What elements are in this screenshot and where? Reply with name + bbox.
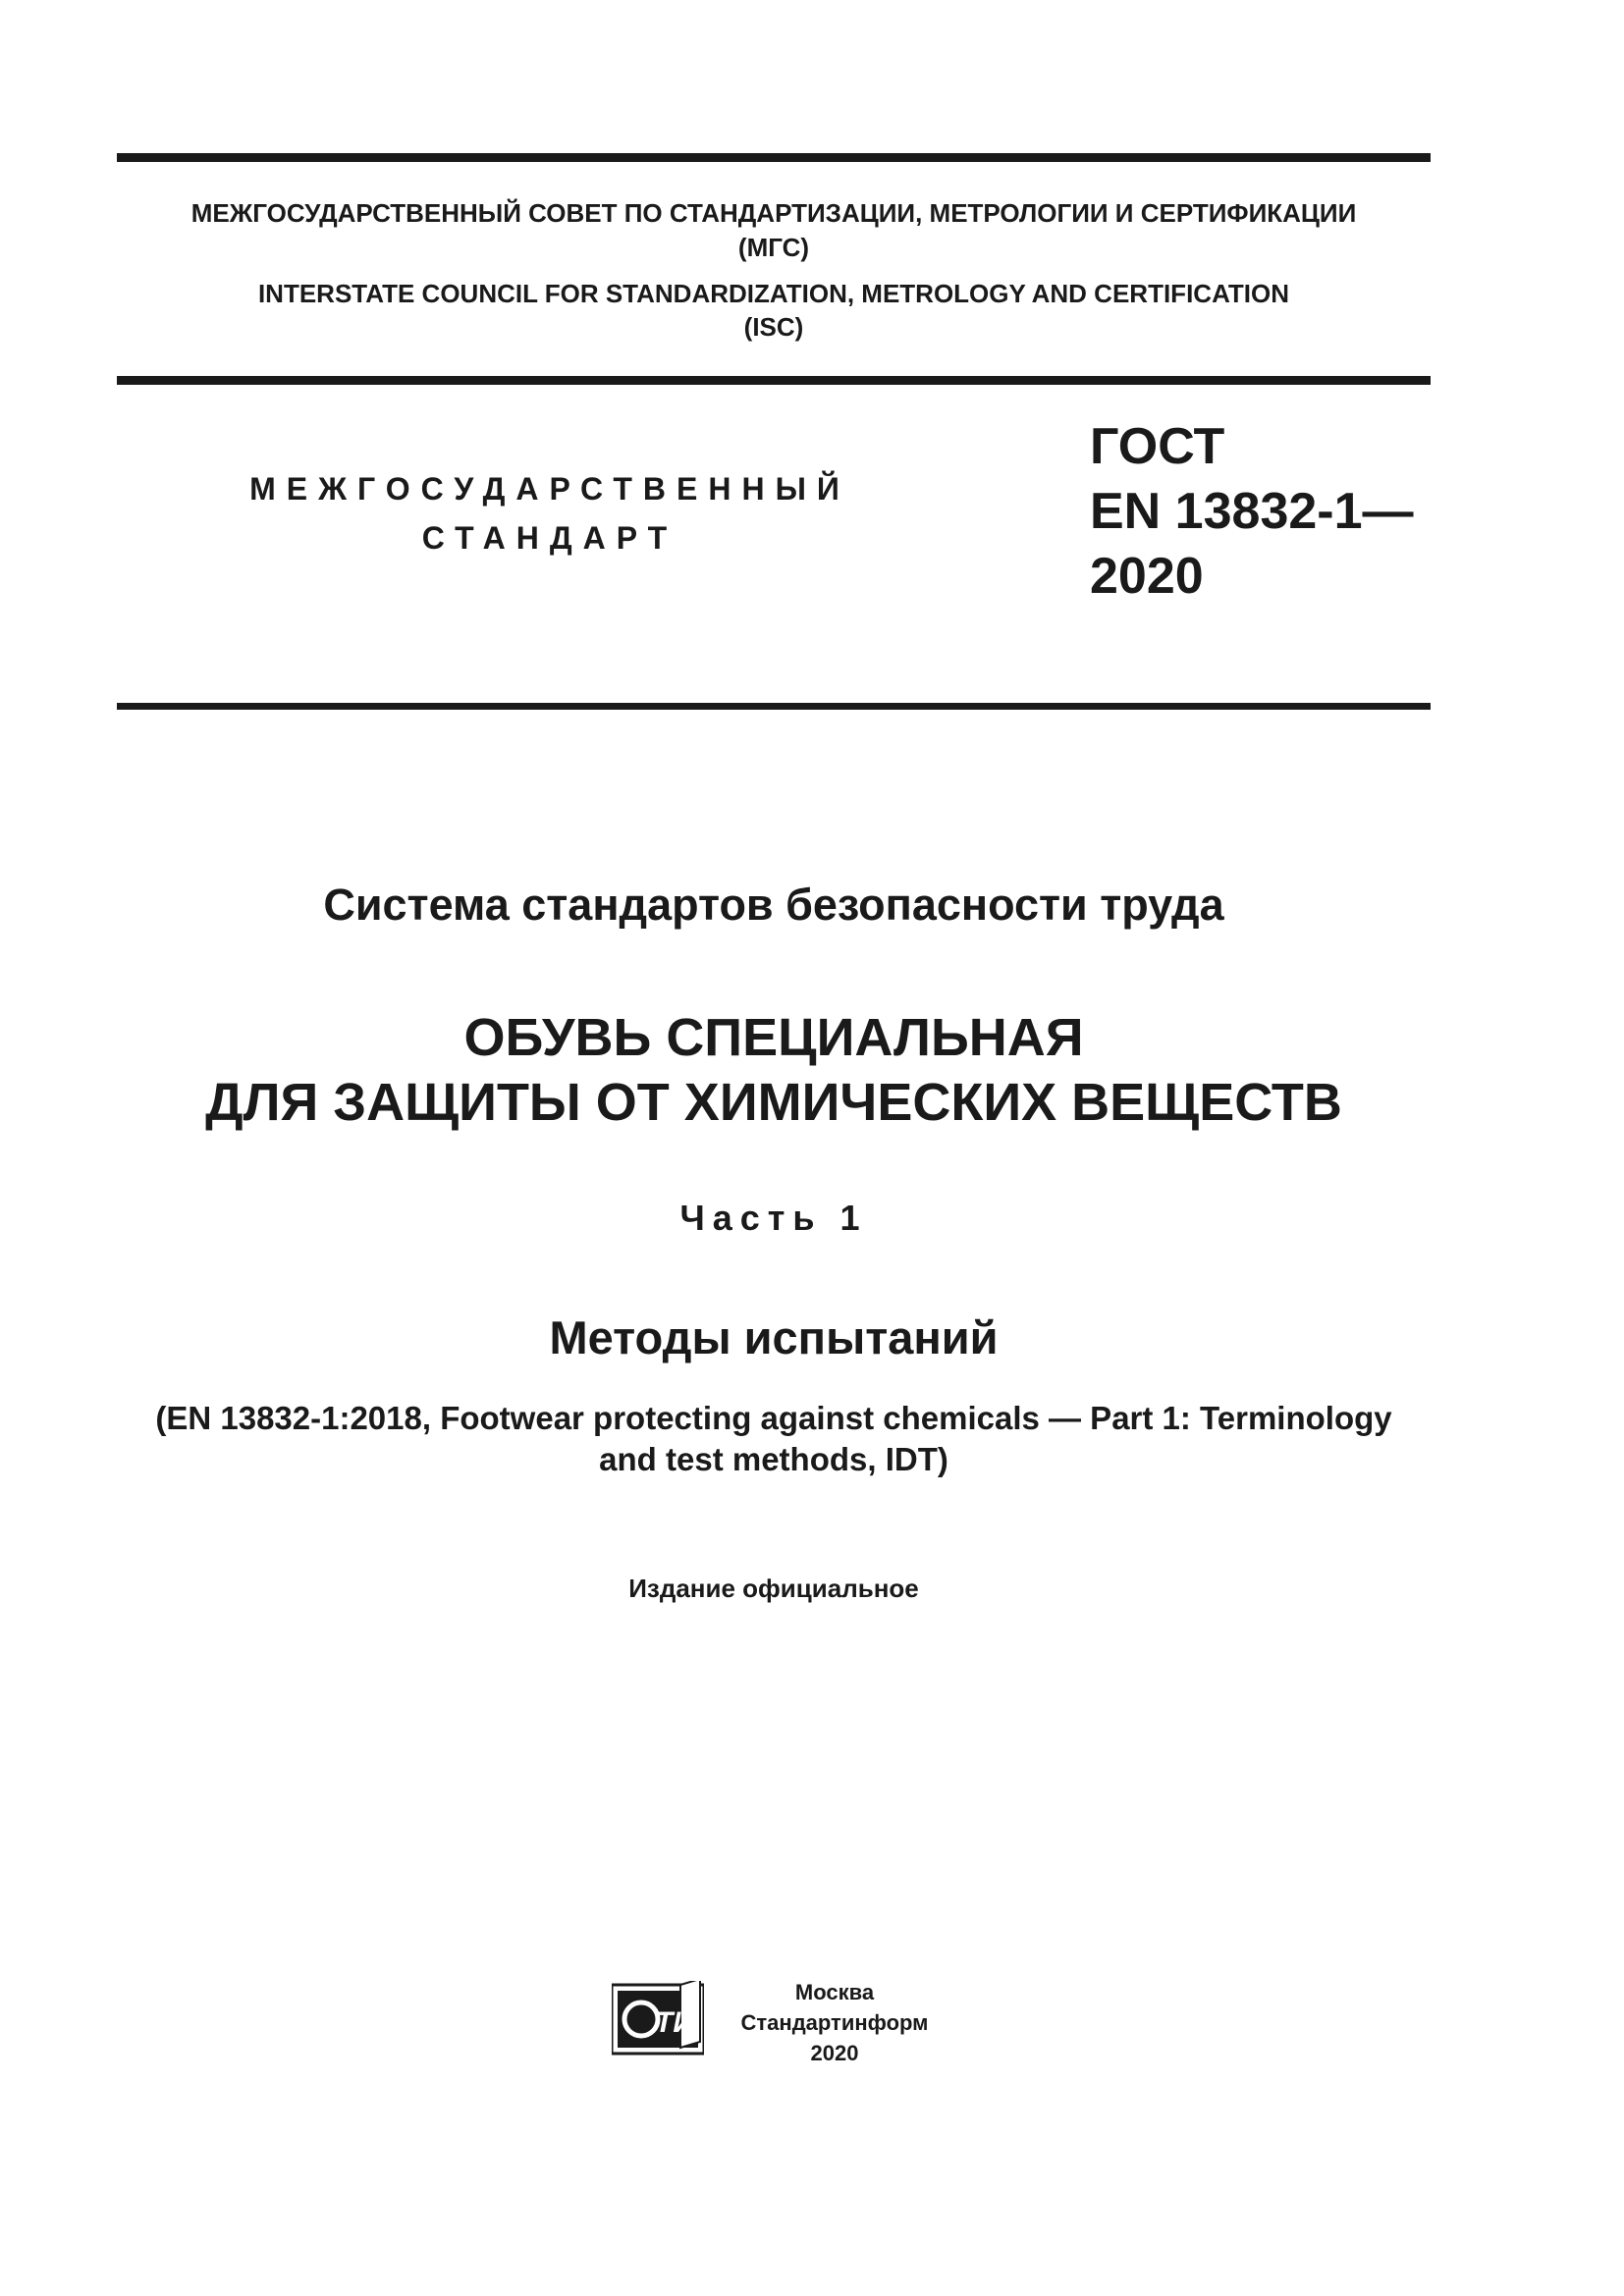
main-title-line1: ОБУВЬ СПЕЦИАЛЬНАЯ: [463, 1008, 1084, 1067]
council-abbr-en: (ISC): [743, 312, 804, 342]
en-reference-line2: and test methods, IDT): [599, 1441, 948, 1477]
edition-label: Издание официальное: [628, 1574, 919, 1603]
main-title-line2: ДЛЯ ЗАЩИТЫ ОТ ХИМИЧЕСКИХ ВЕЩЕСТВ: [205, 1073, 1342, 1132]
council-abbr-ru: (МГС): [737, 233, 810, 262]
system-title: Система стандартов безопасности труда: [323, 880, 1224, 930]
main-title: [117, 1005, 1431, 1135]
gost-number: EN 13832-1—: [1090, 483, 1414, 540]
gost-year: 2020: [1090, 548, 1204, 605]
standard-type-line1: МЕЖГОСУДАРСТВЕННЫЙ: [249, 471, 850, 507]
standard-type-line2: СТАНДАРТ: [421, 520, 678, 556]
publisher-year: 2020: [810, 2041, 859, 2065]
standartinform-logo-icon: [612, 1981, 704, 2056]
designation-divider: [117, 703, 1431, 710]
gost-designation: [1090, 414, 1414, 609]
en-reference: [117, 1398, 1431, 1480]
en-reference-line1: (EN 13832-1:2018, Footwear protecting against chemicals — Part 1: Terminology: [155, 1400, 1392, 1436]
svg-text:ТИ: ТИ: [655, 2006, 694, 2039]
council-name-ru: МЕЖГОСУДАРСТВЕННЫЙ СОВЕТ ПО СТАНДАРТИЗАЦИИ, МЕТРОЛОГИИ И СЕРТИФИКАЦИИ: [190, 198, 1357, 228]
methods-title: Методы испытаний: [549, 1311, 999, 1363]
header-divider: [117, 376, 1431, 385]
publisher-block: [727, 1977, 943, 2068]
publisher-city: Москва: [794, 1980, 875, 2004]
publisher-name: Стандартинформ: [740, 2010, 929, 2035]
council-name-en: INTERSTATE COUNCIL FOR STANDARDIZATION, METROLOGY AND CERTIFICATION: [257, 279, 1290, 308]
top-divider: [117, 153, 1431, 162]
part-number: Часть 1: [679, 1198, 868, 1238]
gost-label: ГОСТ: [1090, 418, 1225, 475]
